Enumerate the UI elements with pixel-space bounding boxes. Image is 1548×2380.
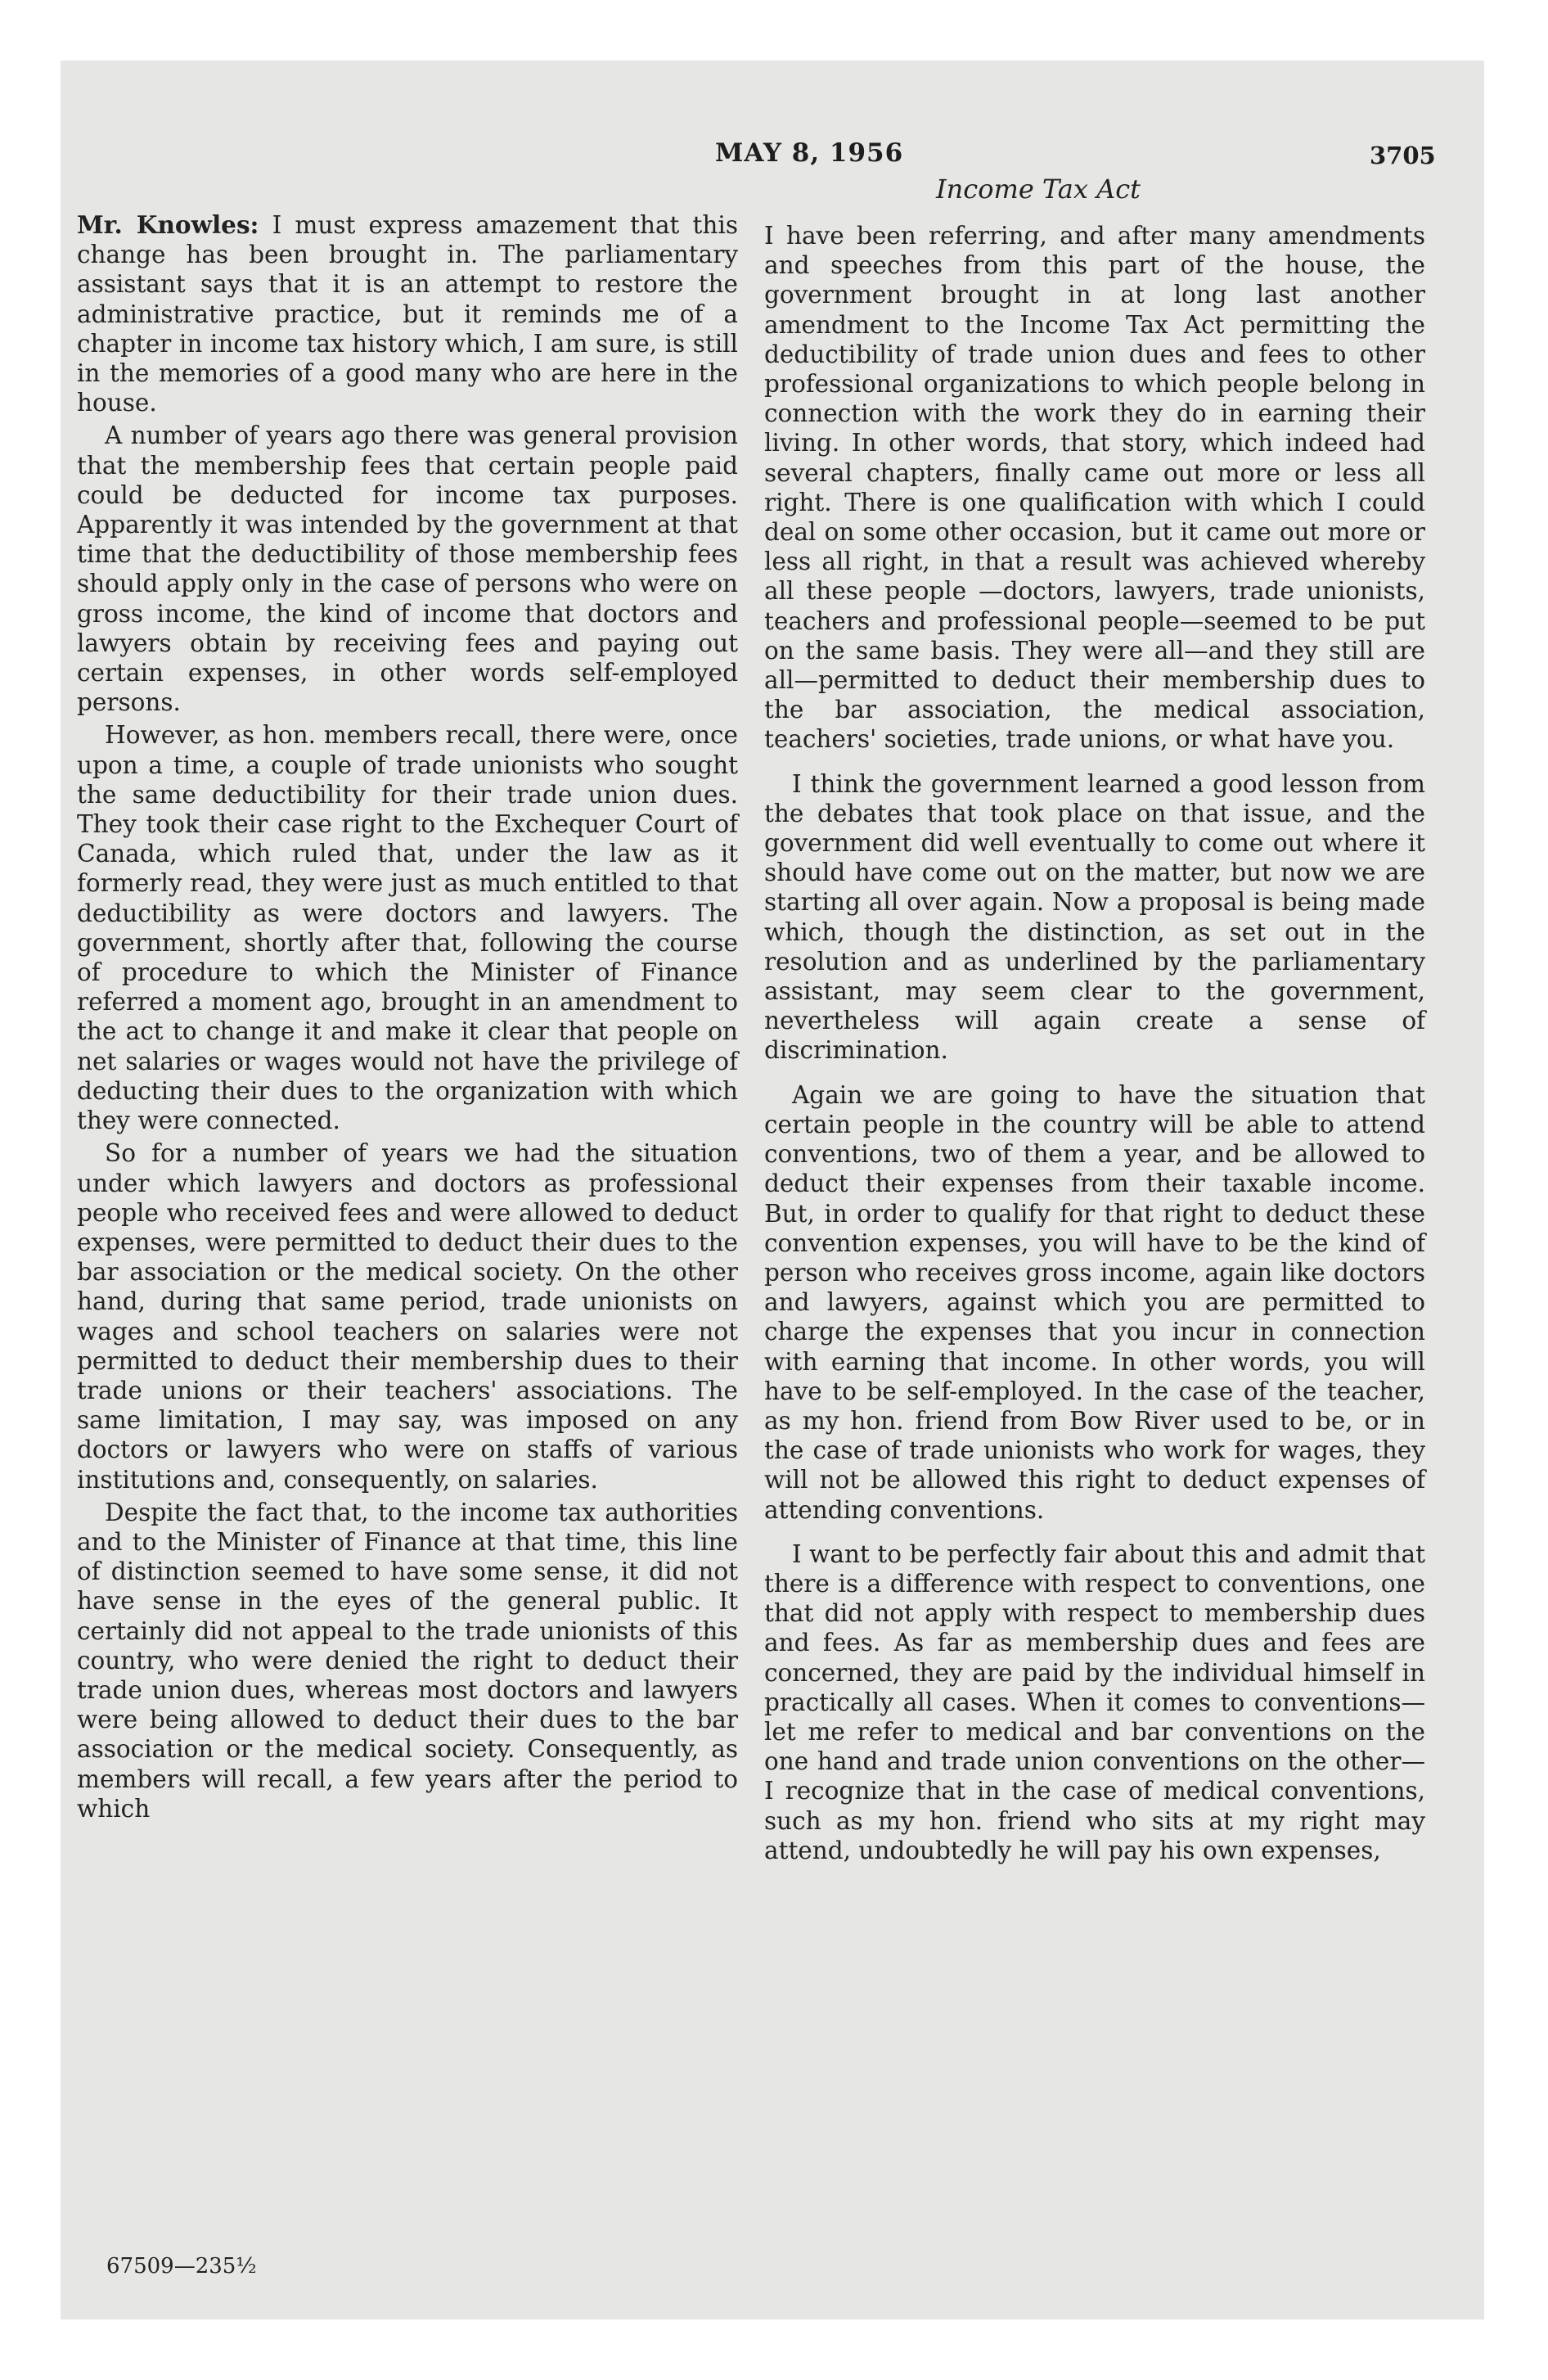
paragraph [77,210,738,417]
paragraph: Despite the fact that, to the income tax authorities and to the Minister of Finance at that time, this line of distinction seemed to have some sense, it did not have sense in the eyes of the general public. It certainly did not appeal to the trade unionists of this country, who were denied the right to deduct their trade union dues, whereas most doctors and lawyers were being allowed to deduct their dues to the bar association or the medical society. Consequently, as members will recall, a few years after the period to which [77,1498,738,1823]
paragraph: Again we are going to have the situation that certain people in the country will be able to attend conventions, two of them a year, and be allowed to deduct their expenses from their taxable income. But, in order to qualify for that right to deduct these convention expenses, you will have to be the kind of person who receives gross income, again like doctors and lawyers, against which you are permitted to charge the expenses that you incur in connection with earning that income. In other words, you will have to be self-employed. In the case of the teacher, as my hon. friend from Bow River used to be, or in the case of trade unionists who work for wages, they will not be allowed this right to deduct expenses of attending conventions. [764,1080,1425,1524]
speaker-name: Mr. Knowles: [77,210,259,239]
paragraph: A number of years ago there was general provision that the membership fees that certain people paid could be deducted for income tax purposes. Apparently it was intended by the government at that time that the deductibility of those membership fees should apply only in the case of persons who were on gross income, the kind of income that doctors and lawyers obtain by receiving fees and paying out certain expenses, in other words self-employed persons. [77,421,738,717]
paragraph: I have been referring, and after many amendments and speeches from this part of the house, the government brought in at long last another amendment to the Income Tax Act permitting the deductibility of trade union dues and fees to other professional organizations to which people belong in connection with the work they do in earning their living. In other words, that story, which indeed had several chapters, finally came out more or less all right. There is one qualification with which I could deal on some other occasion, but it came out more or less all right, in that a result was achieved whereby all these people —doctors, lawyers, trade unionists, teachers and professional people—seemed to be put on the same basis. They were all—and they still are all—permitted to deduct their membership dues to the bar association, the medical association, teachers' societies, trade unions, or what have you. [764,222,1425,754]
right-column [764,221,1425,1868]
paragraph: So for a number of years we had the situation under which lawyers and doctors as professional people who received fees and were allowed to deduct expenses, were permitted to deduct their dues to the bar association or the medical society. On the other hand, during that same period, trade unionists on wages and school teachers on salaries were not permitted to deduct their membership dues to their trade unions or their teachers' associations. The same limitation, I may say, was imposed on any doctors or lawyers who were on staffs of various institutions and, consequently, on salaries. [77,1139,738,1494]
paragraph: I want to be perfectly fair about this and admit that there is a difference with respect to conventions, one that did not apply with respect to membership dues and fees. As far as membership dues and fees are concerned, they are paid by the individual himself in practically all cases. When it comes to conventions—let me refer to medical and bar conventions on the one hand and trade union conventions on the other—I recognize that in the case of medical conventions, such as my hon. friend who sits at my right may attend, undoubtedly he will pay his own expenses, [764,1539,1425,1864]
page-number: 3705 [1370,142,1436,169]
paragraph: I think the government learned a good lesson from the debates that took place on that issue, and the government did well eventually to come out where it should have come out on the matter, but now we are starting all over again. Now a proposal is being made which, though the distinction, as set out in the resolution and as underlined by the parliamentary assistant, may seem clear to the government, nevertheless will again create a sense of discrimination. [764,769,1425,1065]
page-date: MAY 8, 1956 [715,138,904,168]
page-topic-heading: Income Tax Act [936,174,1141,205]
document-page [61,61,1484,2319]
footer-print-code: 67509—235½ [106,2254,257,2279]
paragraph: However, as hon. members recall, there were, once upon a time, a couple of trade unionists who sought the same deductibility for their trade union dues. They took their case right to the Exchequer Court of Canada, which ruled that, under the law as it formerly read, they were just as much entitled to that deductibility as were doctors and lawyers. The government, shortly after that, following the course of procedure to which the Minister of Finance referred a moment ago, brought in an amendment to the act to change it and make it clear that people on net salaries or wages would not have the privilege of deducting their dues to the organization with which they were connected. [77,721,738,1135]
left-column [77,210,738,1827]
paragraph-text: I must express amazement that this change has been brought in. The parliamentary assistant says that it is an attempt to restore the administrative practice, but it reminds me of a chapter in income tax history which, I am sure, is still in the memories of a good many who are here in the house. [77,211,738,417]
